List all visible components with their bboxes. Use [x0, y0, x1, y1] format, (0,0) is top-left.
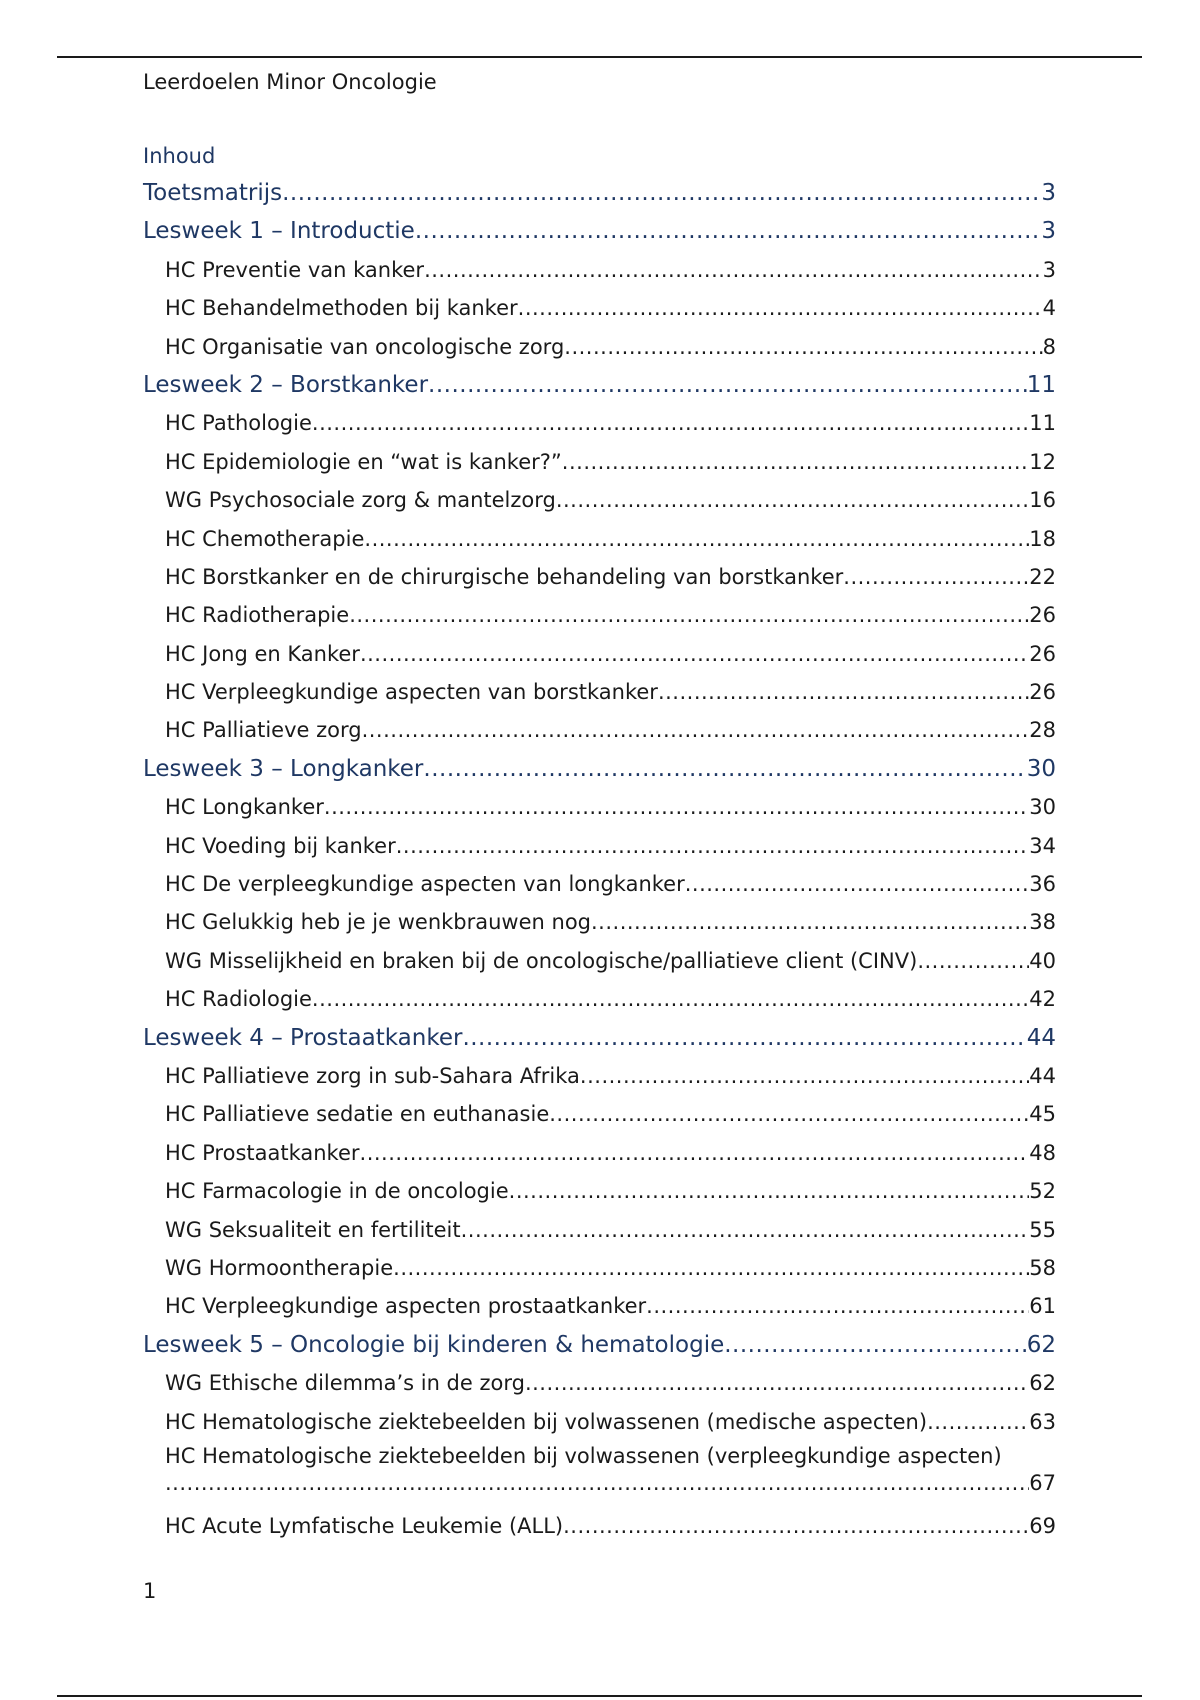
toc-dot-leader: [396, 827, 1030, 865]
toc-entry-title: HC Voeding bij kanker: [165, 833, 396, 858]
toc-dot-leader: [509, 1172, 1030, 1210]
toc-entry-title: Lesweek 2 – Borstkanker: [143, 371, 429, 398]
toc-dot-leader: [362, 711, 1030, 749]
toc-entry-level2[interactable]: [143, 520, 1056, 558]
toc-dot-leader: [518, 289, 1043, 327]
toc-entry-level2[interactable]: [143, 1172, 1056, 1210]
toc-entry-title: HC Verpleegkundige aspecten prostaatkanker: [165, 1294, 647, 1319]
toc-entry-level2[interactable]: [143, 865, 1056, 903]
toc-dot-leader: [461, 1211, 1030, 1249]
toc-entry-level2[interactable]: [143, 1057, 1056, 1095]
toc-dot-leader: [562, 443, 1029, 481]
toc-dot-leader: [364, 520, 1029, 558]
toc-entry-page: 8: [1042, 334, 1056, 359]
toc-entry-continuation: [165, 1469, 1056, 1497]
toc-entry-page: 34: [1029, 833, 1056, 858]
toc-entry-page: 38: [1029, 910, 1056, 935]
toc-entry-title: HC Verpleegkundige aspecten van borstkanker: [165, 680, 658, 705]
toc-dot-leader: [462, 1019, 1026, 1057]
toc-entry-level2[interactable]: [143, 942, 1056, 980]
toc-entry-page: 62: [1029, 1371, 1056, 1396]
toc-entry-title: HC Palliatieve zorg in sub-Sahara Afrika: [165, 1063, 580, 1088]
table-of-contents: [143, 174, 1056, 1545]
toc-entry-level2[interactable]: [143, 1364, 1056, 1402]
toc-dot-leader: [282, 174, 1041, 212]
toc-entry-page: 3: [1041, 218, 1056, 245]
toc-entry-page: 4: [1042, 296, 1056, 321]
toc-dot-leader: [685, 865, 1030, 903]
toc-entry-level2[interactable]: [143, 980, 1056, 1018]
toc-entry-page: 61: [1029, 1294, 1056, 1319]
toc-dot-leader: [525, 1364, 1029, 1402]
toc-entry-title: HC Prostaatkanker: [165, 1140, 360, 1165]
header-rule: [57, 56, 1142, 58]
toc-entry-level1[interactable]: [143, 1326, 1056, 1364]
toc-dot-leader: [917, 942, 1029, 980]
toc-entry-level2[interactable]: [143, 1095, 1056, 1133]
toc-dot-leader: [564, 328, 1042, 366]
toc-dot-leader: [324, 788, 1029, 826]
toc-entry-level2[interactable]: [143, 481, 1056, 519]
toc-entry-level2[interactable]: [143, 635, 1056, 673]
toc-entry-title: HC Jong en Kanker: [165, 641, 360, 666]
toc-entry-page: 69: [1029, 1513, 1056, 1538]
toc-entry-title: Lesweek 3 – Longkanker: [143, 755, 424, 782]
toc-entry-level1[interactable]: [143, 212, 1056, 250]
toc-entry-title: HC Organisatie van oncologische zorg: [165, 334, 565, 359]
toc-entry-title: WG Seksualiteit en fertiliteit: [165, 1217, 461, 1242]
toc-dot-leader: [549, 1095, 1029, 1133]
toc-entry-page: 30: [1029, 795, 1056, 820]
toc-entry-title: HC Pathologie: [165, 411, 312, 436]
toc-dot-leader: [591, 903, 1029, 941]
toc-entry-title: HC Preventie van kanker: [165, 257, 425, 282]
toc-entry-page: 26: [1029, 680, 1056, 705]
toc-entry-level2[interactable]: [143, 1507, 1056, 1545]
toc-entry-level2[interactable]: [143, 903, 1056, 941]
footer-rule: [57, 1695, 1142, 1697]
toc-entry-title: HC Hematologische ziektebeelden bij volwassenen (medische aspecten): [165, 1409, 928, 1434]
toc-entry-level2[interactable]: [143, 827, 1056, 865]
toc-dot-leader: [428, 366, 1027, 404]
toc-entry-title: HC Borstkanker en de chirurgische behandeling van borstkanker: [165, 564, 844, 589]
toc-entry-level1[interactable]: [143, 174, 1056, 212]
toc-entry-title: HC Palliatieve zorg: [165, 718, 362, 743]
toc-entry-title: HC Acute Lymfatische Leukemie (ALL): [165, 1513, 564, 1538]
toc-entry-title: HC Farmacologie in de oncologie: [165, 1179, 509, 1204]
toc-entry-page: 44: [1029, 1063, 1056, 1088]
toc-entry-page: 48: [1029, 1140, 1056, 1165]
toc-entry-page: 18: [1029, 526, 1056, 551]
toc-dot-leader: [393, 1249, 1029, 1287]
toc-entry-level2[interactable]: [143, 1287, 1056, 1325]
toc-dot-leader: [423, 750, 1026, 788]
toc-entry-page: 3: [1042, 257, 1056, 282]
toc-dot-leader: [424, 251, 1043, 289]
toc-entry-level1[interactable]: [143, 750, 1056, 788]
toc-entry-page: 63: [1029, 1409, 1056, 1434]
toc-entry-page: 45: [1029, 1102, 1056, 1127]
toc-entry-page: 30: [1026, 755, 1056, 782]
toc-entry-level2[interactable]: [143, 404, 1056, 442]
page-number: 1: [143, 1579, 157, 1603]
toc-entry-level2[interactable]: [143, 711, 1056, 749]
toc-entry-level2[interactable]: [143, 1134, 1056, 1172]
toc-entry-title: Lesweek 1 – Introductie: [143, 218, 415, 245]
toc-entry-level2[interactable]: [143, 673, 1056, 711]
toc-dot-leader: [165, 1469, 1029, 1497]
toc-entry-level2[interactable]: [143, 251, 1056, 289]
toc-entry-page: 52: [1029, 1179, 1056, 1204]
toc-entry-title: HC Hematologische ziektebeelden bij volwassenen (verpleegkundige aspecten): [165, 1443, 1002, 1468]
toc-entry-page: 36: [1029, 872, 1056, 897]
toc-dot-leader: [349, 596, 1029, 634]
toc-entry-page: 42: [1029, 987, 1056, 1012]
toc-entry-title: Lesweek 4 – Prostaatkanker: [143, 1024, 463, 1051]
toc-entry-level2[interactable]: [143, 1441, 1056, 1497]
toc-dot-leader: [580, 1057, 1029, 1095]
toc-entry-page: 22: [1029, 564, 1056, 589]
toc-dot-leader: [724, 1326, 1026, 1364]
toc-dot-leader: [843, 558, 1029, 596]
document-header-title: Leerdoelen Minor Oncologie: [143, 70, 437, 94]
toc-entry-page: 28: [1029, 718, 1056, 743]
toc-entry-page: 16: [1029, 488, 1056, 513]
toc-dot-leader: [556, 481, 1029, 519]
toc-entry-level2[interactable]: [143, 596, 1056, 634]
toc-entry-title: HC Gelukkig heb je je wenkbrauwen nog: [165, 910, 591, 935]
toc-entry-page: 67: [1029, 1470, 1056, 1495]
toc-entry-level2[interactable]: [143, 788, 1056, 826]
toc-entry-title: WG Misselijkheid en braken bij de oncologische/palliatieve client (CINV): [165, 948, 918, 973]
toc-entry-level2[interactable]: [143, 1249, 1056, 1287]
toc-entry-level2[interactable]: [143, 1403, 1056, 1441]
toc-entry-page: 58: [1029, 1255, 1056, 1280]
toc-entry-page: 40: [1029, 948, 1056, 973]
toc-entry-title: Lesweek 5 – Oncologie bij kinderen & hematologie: [143, 1331, 725, 1358]
toc-dot-leader: [646, 1287, 1029, 1325]
toc-entry-title: HC Epidemiologie en “wat is kanker?”: [165, 449, 562, 474]
toc-entry-title: WG Ethische dilemma’s in de zorg: [165, 1371, 525, 1396]
toc-entry-level2[interactable]: [143, 289, 1056, 327]
toc-dot-leader: [360, 635, 1029, 673]
toc-heading: Inhoud: [143, 144, 216, 168]
toc-entry-title: WG Psychosociale zorg & mantelzorg: [165, 488, 556, 513]
toc-entry-title: HC Palliatieve sedatie en euthanasie: [165, 1102, 550, 1127]
toc-dot-leader: [415, 212, 1042, 250]
toc-entry-level2[interactable]: [143, 328, 1056, 366]
toc-entry-level2[interactable]: [143, 558, 1056, 596]
toc-entry-title: HC Behandelmethoden bij kanker: [165, 296, 518, 321]
toc-entry-level2[interactable]: [143, 1211, 1056, 1249]
toc-dot-leader: [312, 980, 1029, 1018]
toc-entry-page: 44: [1026, 1024, 1056, 1051]
toc-entry-title: Toetsmatrijs: [143, 180, 283, 206]
toc-dot-leader: [312, 404, 1029, 442]
toc-entry-title: HC De verpleegkundige aspecten van longkanker: [165, 872, 685, 897]
toc-entry-page: 11: [1026, 371, 1056, 398]
toc-entry-page: 11: [1029, 411, 1056, 436]
toc-dot-leader: [927, 1403, 1029, 1441]
toc-entry-level1[interactable]: [143, 366, 1056, 404]
toc-entry-page: 26: [1029, 603, 1056, 628]
toc-entry-title: HC Chemotherapie: [165, 526, 365, 551]
toc-entry-level2[interactable]: [143, 443, 1056, 481]
toc-entry-title: HC Radiologie: [165, 987, 312, 1012]
toc-entry-page: 12: [1029, 449, 1056, 474]
toc-dot-leader: [360, 1134, 1030, 1172]
toc-entry-page: 55: [1029, 1217, 1056, 1242]
toc-entry-title: HC Longkanker: [165, 795, 324, 820]
toc-entry-page: 26: [1029, 641, 1056, 666]
toc-entry-page: 62: [1026, 1331, 1056, 1358]
toc-entry-level1[interactable]: [143, 1019, 1056, 1057]
toc-entry-title: WG Hormoontherapie: [165, 1255, 394, 1280]
toc-dot-leader: [658, 673, 1029, 711]
toc-entry-title: HC Radiotherapie: [165, 603, 350, 628]
toc-dot-leader: [563, 1507, 1029, 1545]
toc-entry-page: 3: [1041, 180, 1056, 206]
